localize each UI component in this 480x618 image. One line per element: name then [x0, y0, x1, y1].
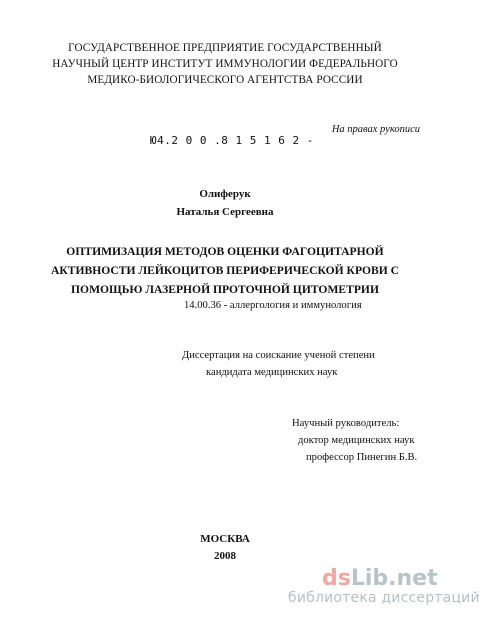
dissertation-line-1: Диссертация на соискание ученой степени [182, 350, 375, 361]
organization-line-2: НАУЧНЫЙ ЦЕНТР ИНСТИТУТ ИММУНОЛОГИИ ФЕДЕРАЛЬНОГО [52, 58, 398, 70]
organization-line-3: МЕДИКО-БИОЛОГИЧЕСКОГО АГЕНТСТВА РОССИИ [87, 74, 363, 86]
watermark-logo-rest: Lib.net [350, 566, 438, 591]
rights-note: На правах рукописи [331, 124, 420, 135]
supervisor-degree: доктор медицинских наук [298, 435, 415, 446]
specialty: 14.00.36 - аллергология и иммунология [184, 300, 362, 311]
city: МОСКВА [200, 533, 250, 545]
dissertation-line-2: кандидата медицинских наук [206, 367, 338, 378]
title-line-3: ПОМОЩЬЮ ЛАЗЕРНОЙ ПРОТОЧНОЙ ЦИТОМЕТРИИ [71, 283, 379, 296]
supervisor-name: профессор Пинегин Б.В. [306, 452, 418, 463]
registration-stamp: Ю4.2 0 0 .8 1 5 1 6 2 - [150, 134, 314, 147]
organization-line-1: ГОСУДАРСТВЕННОЕ ПРЕДПРИЯТИЕ ГОСУДАРСТВЕННЫЙ [68, 42, 382, 54]
watermark-logo-prefix: ds [322, 566, 351, 591]
author-given-names: Наталья Сергеевна [176, 206, 274, 218]
year: 2008 [214, 550, 236, 562]
supervisor-heading: Научный руководитель: [292, 418, 400, 429]
watermark-subtitle: библиотека диссертаций [288, 590, 480, 606]
title-line-2: АКТИВНОСТИ ЛЕЙКОЦИТОВ ПЕРИФЕРИЧЕСКОЙ КРОВИ С [50, 264, 400, 277]
watermark-logo[interactable] [322, 566, 438, 591]
author-surname: Олиферук [199, 188, 251, 200]
title-line-1: ОПТИМИЗАЦИЯ МЕТОДОВ ОЦЕНКИ ФАГОЦИТАРНОЙ [66, 245, 384, 258]
